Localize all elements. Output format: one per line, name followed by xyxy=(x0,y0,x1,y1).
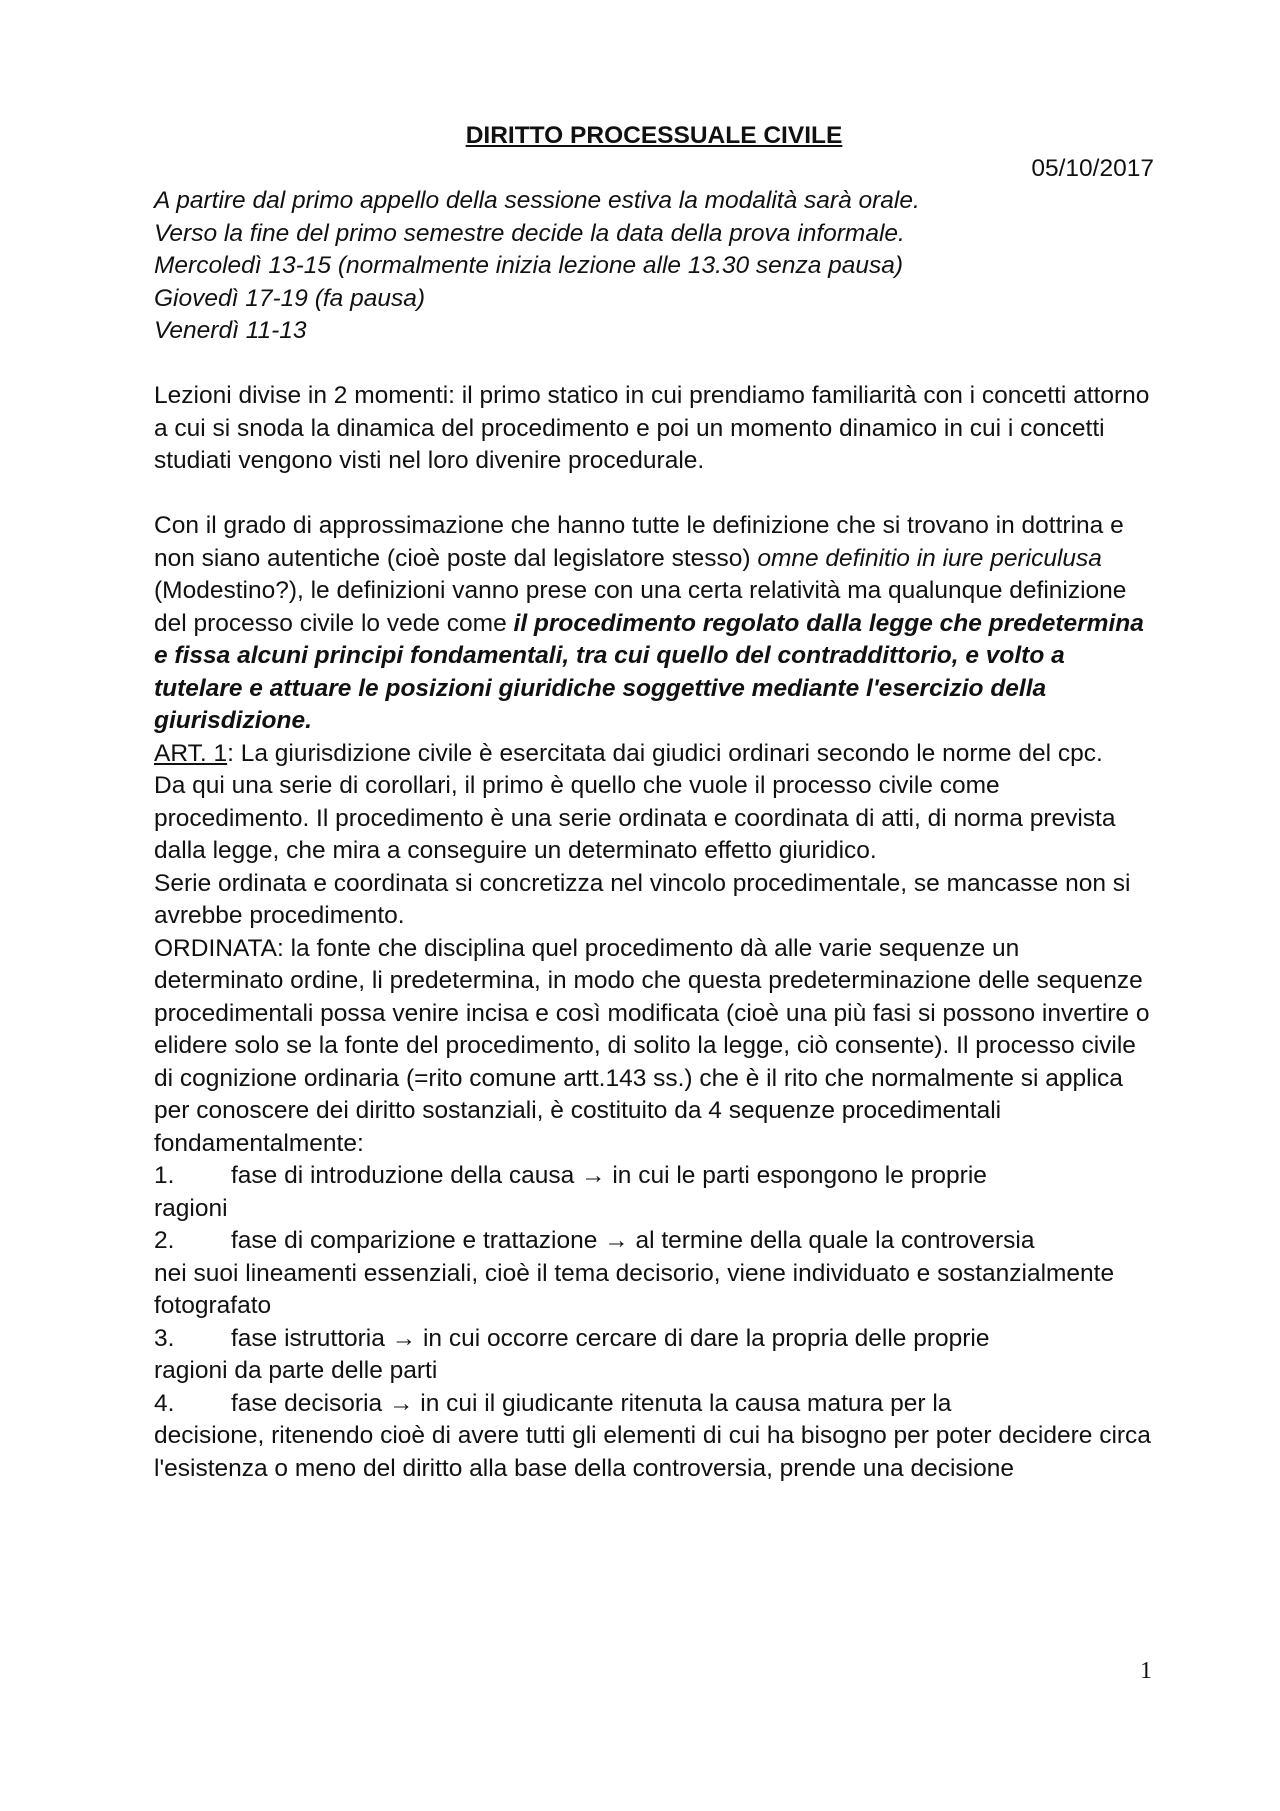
paragraph-art1 xyxy=(154,738,1154,771)
paragraph-serie: Serie ordinata e coordinata si concretizza nel vincolo procedimentale, se mancasse non si avrebbe procedimento. xyxy=(154,869,1131,929)
list-number: 1. xyxy=(154,1162,175,1189)
spacer xyxy=(154,348,1154,381)
paragraph-definizione xyxy=(154,510,1154,738)
intro-line: Venerdì 11-13 xyxy=(154,317,307,344)
intro-line: Giovedì 17-19 (fa pausa) xyxy=(154,284,426,312)
page-number: 1 xyxy=(1140,1658,1152,1684)
definizione-bold: il procedimento regolato dalla legge che predetermina e fissa alcuni principi fondamentali, tra cui quello del contraddittorio, e volto a tutelare e attuare le posizioni giuridiche soggettive mediante l'esercizio della giurisdizione. xyxy=(154,609,1144,734)
intro-line: A partire dal primo appello della sessione estiva la modalità sarà orale. xyxy=(154,187,920,214)
document-page xyxy=(154,120,1154,1485)
intro-block xyxy=(154,185,1154,348)
list-text: fase istruttoria → in cui occorre cercare di dare la propria delle proprie xyxy=(231,1324,990,1352)
list-number: 3. xyxy=(154,1324,175,1352)
list-item xyxy=(154,1388,1154,1486)
list-text-cont: ragioni xyxy=(154,1194,228,1222)
list-text-cont: nei suoi lineamenti essenziali, cioè il tema decisorio, viene individuato e sostanzialmente fotografato xyxy=(154,1259,1115,1319)
list-number: 2. xyxy=(154,1227,175,1254)
spacer xyxy=(154,478,1154,511)
document-date: 05/10/2017 xyxy=(1031,154,1154,182)
list-text-cont: ragioni da parte delle parti xyxy=(154,1357,438,1384)
definizione-text: (Modestino?), le definizioni vanno prese con una certa relatività ma qualunque definizione del processo civile lo vede come xyxy=(154,577,1127,637)
list-item xyxy=(154,1160,1154,1225)
intro-line: Mercoledì 13-15 (normalmente inizia lezione alle 13.30 senza pausa) xyxy=(154,252,904,279)
list-item xyxy=(154,1225,1154,1323)
list-text: fase di comparizione e trattazione → al termine della quale la controversia xyxy=(231,1227,1035,1254)
definizione-text: Con il grado di approssimazione che hanno tutte le definizione che si trovano in dottrina e non siano autentiche (cioè poste dal legislatore stesso) xyxy=(154,512,1124,572)
document-title: DIRITTO PROCESSUALE CIVILE xyxy=(465,122,843,149)
paragraph-ordinata: ORDINATA: la fonte che disciplina quel procedimento dà alle varie sequenze un determinato ordine, li predetermina, in modo che questa predeterminazione delle sequenze procedimentali possa venire incisa e così modificata (cioè una più fasi si possono invertire o elidere solo se la fonte del procedimento, di solito la legge, ciò consente). Il processo civile di cognizione ordinaria (=rito comune artt.143 ss.) che è il rito che normalmente si applica per conoscere dei diritto sostanziali, è costituito da 4 sequenze procedimentali fondamentalmente: xyxy=(154,934,1150,1157)
art1-text: : La giurisdizione civile è esercitata dai giudici ordinari secondo le norme del cpc. xyxy=(227,739,1103,767)
list-number: 4. xyxy=(154,1389,175,1417)
list-text-cont: decisione, ritenendo cioè di avere tutti gli elementi di cui ha bisogno per poter decidere circa l'esistenza o meno del diritto alla base della controversia, prende una decisione xyxy=(154,1422,1151,1482)
list-text: fase decisoria → in cui il giudicante ritenuta la causa matura per la xyxy=(231,1389,952,1417)
latin-quote: omne definitio in iure periculusa xyxy=(757,544,1102,572)
list-item xyxy=(154,1323,1154,1388)
list-text: fase di introduzione della causa → in cui le parti espongono le proprie xyxy=(231,1162,987,1189)
intro-line: Verso la fine del primo semestre decide la data della prova informale. xyxy=(154,219,905,247)
art1-label: ART. 1 xyxy=(154,739,228,767)
paragraph-lezioni: Lezioni divise in 2 momenti: il primo statico in cui prendiamo familiarità con i concetti attorno a cui si snoda la dinamica del procedimento e poi un momento dinamico in cui i concetti studiati vengono visti nel loro divenire procedurale. xyxy=(154,382,1150,474)
paragraph-corollari: Da qui una serie di corollari, il primo è quello che vuole il processo civile come procedimento. Il procedimento è una serie ordinata e coordinata di atti, di norma prevista dalla legge, che mira a conseguire un determinato effetto giuridico. xyxy=(154,772,1116,864)
